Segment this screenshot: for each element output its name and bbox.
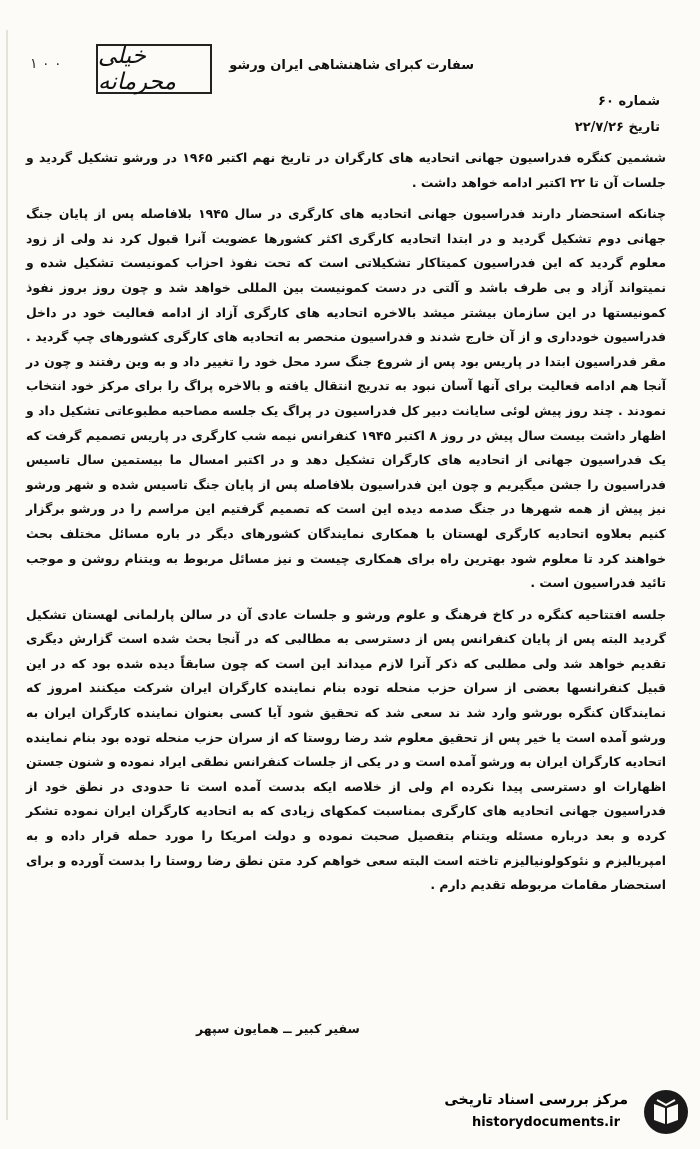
letter-number: شماره ۶۰ [598, 94, 660, 109]
letter-body [26, 146, 666, 905]
stamp-note: ۱ ۰ ۰ [30, 56, 62, 72]
book-emblem-icon [642, 1088, 690, 1136]
watermark-url: historydocuments.ir [471, 1115, 620, 1130]
classification-stamp: خیلی محرمانه [96, 44, 212, 94]
letter-date: تاریخ ۲۲/۷/۲۶ [574, 120, 660, 135]
embassy-heading: سفارت کبرای شاهنشاهی ایران ورشو [229, 58, 474, 73]
paragraph: ششمین کنگره فدراسیون جهانی اتحادیه های کارگران در تاریخ نهم اکتبر ۱۹۶۵ در ورشو تشکیل گردید و جلسات آن تا ۲۲ اکتبر ادامه خواهد داشت . [26, 150, 666, 190]
paragraph: چنانکه استحضار دارند فدراسیون جهانی اتحادیه های کارگری در سال ۱۹۴۵ بلافاصله پس از پایان جنگ جهانی دوم تشکیل گردید و در ابتدا اتحادیه کارگری اکثر کشورها عضویت آنرا قبول کرد ند ولی از زود معلوم گردید که این فدراسیون کمیتاکار تشکیلاتی است که تحت نفوذ احزاب کمونیست تشکیل شده و نمیتواند آزاد و بی طرف باشد و آلتی در دست کمونیست بین المللی خواهد شد و چون روز بروز نفوذ کمونیستها در این سازمان بیشتر میشد بالاخره اتحادیه های کارگری آزاد از ادامه فعالیت خود در داخل فدراسیون خودداری و از آن خارج شدند و فدراسیون منحصر به اتحادیه های کارگری کشورهای چپ گردید . مقر فدراسیون ابتدا در پاریس بود پس از شروع جنگ سرد محل خود را تغییر داد و به وین رفتند و چون در آنجا هم ادامه فعالیت برای آنها آسان نبود به تدریج انتقال یافته و بالاخره پراگ را برای مرکز خود انتخاب نمودند . چند روز پیش لوئی سایانت دبیر کل فدراسیون در پراگ یک جلسه مصاحبه مطبوعاتی تشکیل داد و اظهار داشت بیست سال پیش در روز ۸ اکتبر ۱۹۴۵ کنفرانس نیمه شب کارگری در پاریس تصمیم گرفت که یک فدراسیون جهانی از اتحادیه های کارگران تشکیل دهد و در اکتبر امسال ما بیستمین سال تاسیس فدراسیون را جشن میگیریم و چون این فدراسیون بلافاصله پس از پایان جنگ تاسیس شده و شهر ورشو نیز پیش از همه شهرها در جنگ صدمه دیده این است که تصمیم گرفتیم این مراسم را در ورشو برگزار کنیم بعلاوه اتحادیه کارگری لهستان با همکاری نمایندگان کشورهای دیگر در باره مسائل مختلف بحث خواهند کرد تا معلوم شود بهترین راه برای همکاری چیست و نیز مسائل مربوط به ویتنام روشن و موجب تائید فدراسیون است . [26, 206, 667, 591]
paragraph: جلسه افتتاحیه کنگره در کاخ فرهنگ و علوم ورشو و جلسات عادی آن در سالن پارلمانی لهستان تشکیل گردید البته پس از پایان کنفرانس پس از دسترسی به مطالبی که در آنجا بحث شده است گزارش دیگری تقدیم خواهد شد ولی مطلبی که ذکر آنرا لازم میداند این است که چون سابقاً دیده شده بود که در این قبیل کنفرانسها بعضی از سران حزب منحله توده بنام نماینده کارگران ایران شرکت میکنند امروز که نمایندگان کنگره بورشو وارد شد ند سعی شد که تحقیق شود آیا کسی بعنوان نماینده کارگران ایران به ورشو آمده است یا خیر پس از تحقیق معلوم شد رضا روستا که از سران حزب منحله توده بود بنام نماینده اتحادیه کارگران ایران به ورشو آمده است و در یکی از جلسات کنفرانس نطقی ایراد نموده و شنون جستن اظهارات او دسترسی پیدا نکرده ام ولی از خلاصه ایکه بدست آمده است تا حدودی در نطق خود از فدراسیون جهانی اتحادیه های کارگری بمناسبت کمکهای زیادی که به اتحادیه کارگران ایران نموده تشکر کرده و بعد درباره مسئله ویتنام بتفصیل صحبت نموده و دولت امریکا را مورد حمله قرار داده و به امپریالیزم و نئوکولونیالیزم تاخته است البته سعی خواهم کرد متن نطق رضا روستا را بدست آورده و برای استحضار مقامات مربوطه تقدیم دارم . [26, 606, 666, 893]
signature: سفیر کبیر ــ همایون سپهر [196, 1021, 360, 1036]
watermark-title: مرکز بررسی اسناد تاریخی [444, 1092, 628, 1108]
page-edge [6, 30, 8, 1120]
